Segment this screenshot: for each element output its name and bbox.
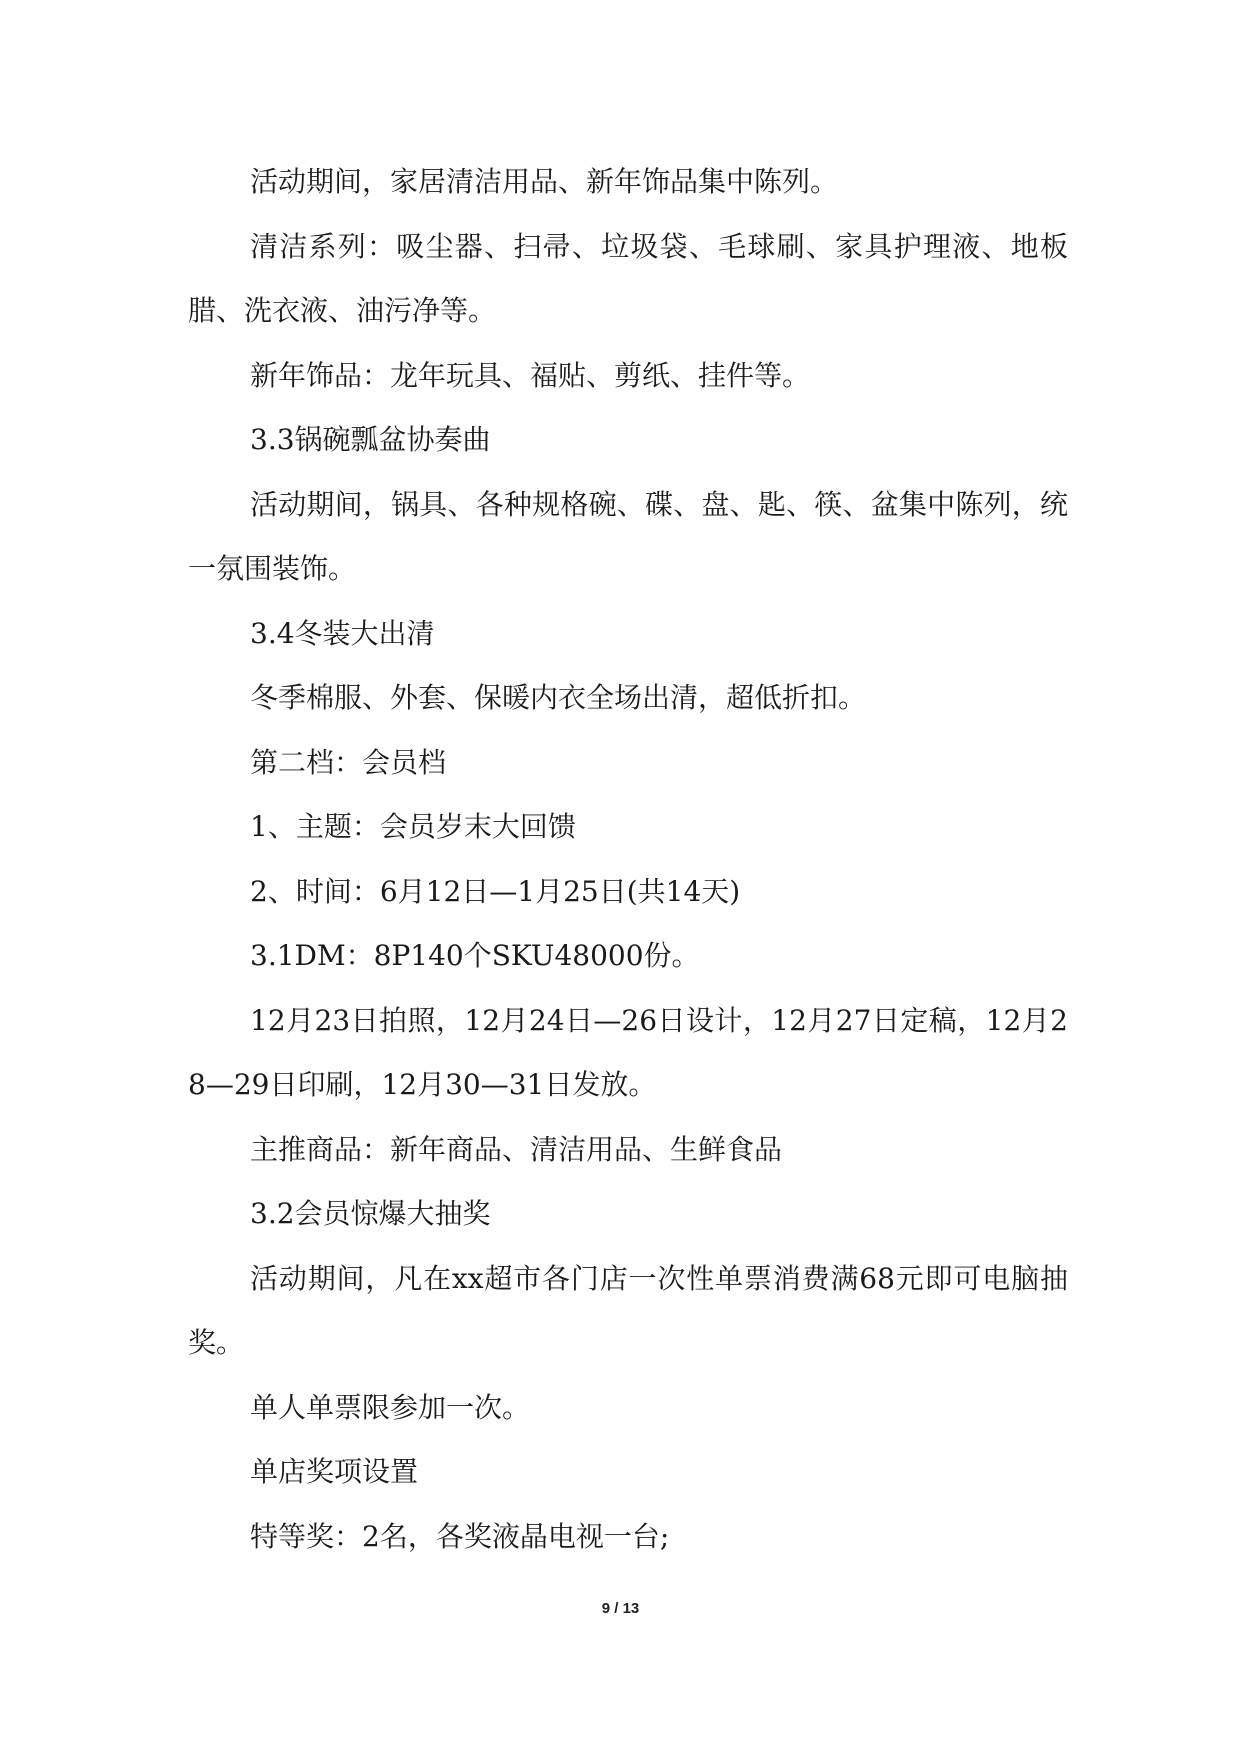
document-body: [188, 150, 1068, 1569]
paragraph: 12月23日拍照，12月24日—26日设计，12月27日定稿，12月28—29日印刷，12月30—31日发放。: [188, 1003, 1068, 1101]
paragraph: 单人单票限参加一次。: [250, 1390, 531, 1424]
section-heading: 3.2会员惊爆大抽奖: [250, 1197, 491, 1230]
section-heading: 3.4冬装大出清: [250, 616, 435, 650]
paragraph: 1、主题：会员岁末大回馈: [250, 810, 576, 843]
paragraph: 活动期间，凡在xx超市各门店一次性单票消费满68元即可电脑抽奖。: [188, 1261, 1068, 1359]
paragraph: 活动期间，锅具、各种规格碗、碟、盘、匙、筷、盆集中陈列，统一氛围装饰。: [188, 487, 1068, 585]
paragraph: 清洁系列：吸尘器、扫帚、垃圾袋、毛球刷、家具护理液、地板腊、洗衣液、油污净等。: [188, 229, 1068, 327]
paragraph: 活动期间，家居清洁用品、新年饰品集中陈列。: [250, 165, 839, 198]
paragraph: 3.1DM：8P140个SKU48000份。: [250, 939, 700, 972]
page-number: 9 / 13: [601, 1600, 640, 1617]
paragraph: 2、时间：6月12日—1月25日(共14天): [250, 874, 741, 908]
section-heading: 3.3锅碗瓢盆协奏曲: [250, 423, 491, 456]
paragraph: 冬季棉服、外套、保暖内衣全场出清，超低折扣。: [250, 681, 867, 714]
paragraph: 新年饰品：龙年玩具、福贴、剪纸、挂件等。: [250, 358, 811, 392]
paragraph: 主推商品：新年商品、清洁用品、生鲜食品: [250, 1132, 783, 1166]
section-heading: 第二档：会员档: [250, 745, 447, 779]
paragraph: 特等奖：2名，各奖液晶电视一台;: [250, 1519, 670, 1553]
paragraph: 单店奖项设置: [250, 1455, 419, 1488]
